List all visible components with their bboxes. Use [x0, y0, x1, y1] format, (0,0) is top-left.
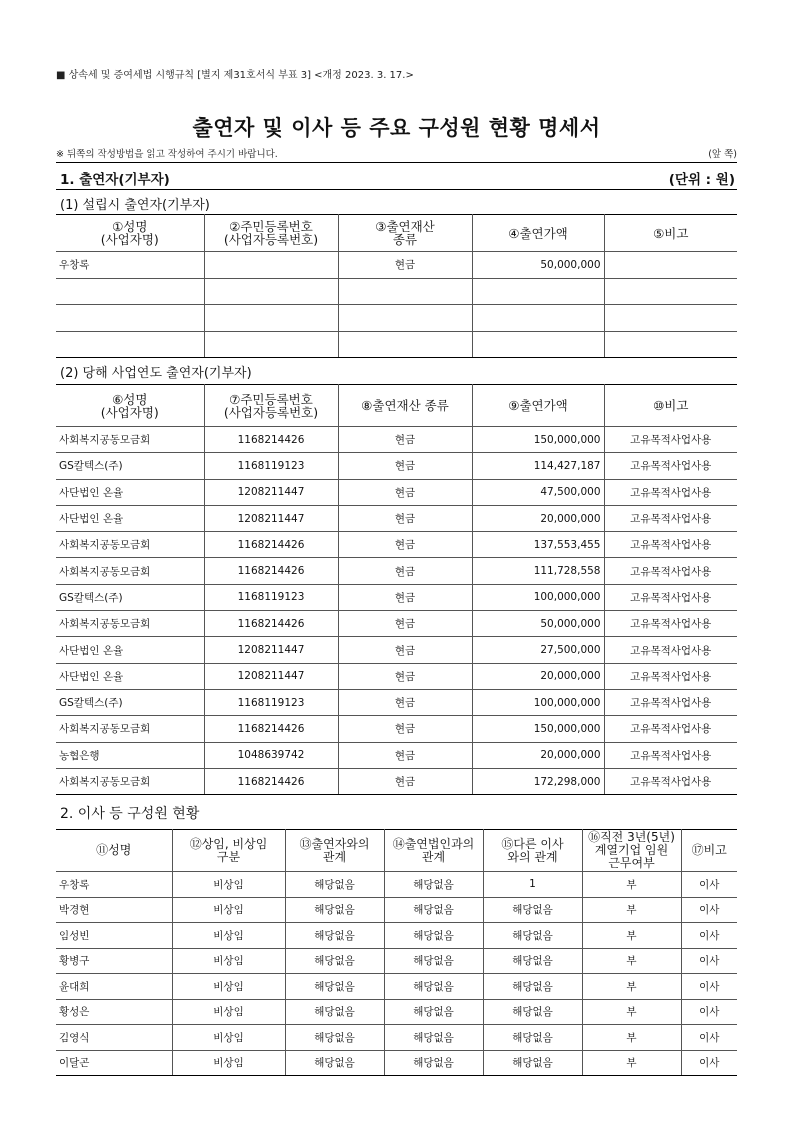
founding-contributors-table — [56, 214, 737, 358]
table-cell: 고유목적사업사용 — [604, 427, 737, 453]
table-cell: 사단법인 온율 — [56, 479, 204, 505]
table-cell: 고유목적사업사용 — [604, 716, 737, 742]
table-header-row — [56, 385, 737, 427]
table-cell: 해당없음 — [285, 897, 384, 923]
table-cell: 1208211447 — [204, 479, 338, 505]
page-side-label: (앞 쪽) — [708, 149, 737, 160]
table-cell — [472, 278, 604, 305]
table-row — [56, 974, 737, 1000]
table-cell — [472, 331, 604, 358]
table-cell: 비상임 — [172, 1050, 285, 1076]
table-cell: 111,728,558 — [472, 558, 604, 584]
table-cell: 이달곤 — [56, 1050, 172, 1076]
table-cell: 이사 — [681, 872, 737, 898]
table-cell: 현금 — [338, 663, 472, 689]
table-cell — [204, 252, 338, 279]
table-cell: 사단법인 온율 — [56, 663, 204, 689]
table-row — [56, 453, 737, 479]
table-cell: 해당없음 — [285, 948, 384, 974]
table-cell: 부 — [582, 999, 681, 1025]
table-cell: 100,000,000 — [472, 689, 604, 715]
table-row — [56, 611, 737, 637]
column-header: ⑪성명 — [56, 830, 172, 872]
column-header: ⑫상임, 비상임 구분 — [172, 830, 285, 872]
table-cell: 고유목적사업사용 — [604, 584, 737, 610]
table-cell: 고유목적사업사용 — [604, 742, 737, 768]
table-cell: 해당없음 — [483, 1050, 582, 1076]
table-cell — [338, 278, 472, 305]
table-cell — [204, 305, 338, 332]
table-cell: 고유목적사업사용 — [604, 558, 737, 584]
table-cell: 박경현 — [56, 897, 172, 923]
table-row — [56, 427, 737, 453]
table-cell: 100,000,000 — [472, 584, 604, 610]
table-row — [56, 689, 737, 715]
table-cell: 해당없음 — [483, 999, 582, 1025]
table-cell: 김영식 — [56, 1025, 172, 1051]
table-cell: 비상임 — [172, 1025, 285, 1051]
table-cell: 1168119123 — [204, 584, 338, 610]
table-cell: 현금 — [338, 453, 472, 479]
table-cell: 20,000,000 — [472, 505, 604, 531]
table-cell: 해당없음 — [483, 923, 582, 949]
column-header: ①성명 (사업자명) — [56, 215, 204, 252]
sub1-title: (1) 설립시 출연자(기부자) — [60, 198, 210, 213]
table-row — [56, 768, 737, 794]
table-cell: 비상임 — [172, 974, 285, 1000]
table-cell: 해당없음 — [384, 1050, 483, 1076]
sub2-title: (2) 당해 사업연도 출연자(기부자) — [60, 366, 252, 381]
table-cell: 50,000,000 — [472, 252, 604, 279]
table-cell: 현금 — [338, 716, 472, 742]
table-cell: 해당없음 — [285, 1050, 384, 1076]
table-cell: 114,427,187 — [472, 453, 604, 479]
table-row — [56, 331, 737, 358]
table-cell: 부 — [582, 974, 681, 1000]
table-cell: 20,000,000 — [472, 742, 604, 768]
table-cell: 150,000,000 — [472, 716, 604, 742]
table-cell: 고유목적사업사용 — [604, 479, 737, 505]
table-cell: 172,298,000 — [472, 768, 604, 794]
table-cell: 해당없음 — [384, 1025, 483, 1051]
table-cell: 황성은 — [56, 999, 172, 1025]
table-cell: 해당없음 — [285, 974, 384, 1000]
table-cell: 1168119123 — [204, 689, 338, 715]
document-title: 출연자 및 이사 등 주요 구성원 현황 명세서 — [192, 116, 601, 140]
table-cell: 현금 — [338, 558, 472, 584]
table-cell: 1168119123 — [204, 453, 338, 479]
table-cell: 이사 — [681, 1025, 737, 1051]
table-cell: 이사 — [681, 1050, 737, 1076]
table-cell: 해당없음 — [483, 1025, 582, 1051]
table-cell: 우창록 — [56, 872, 172, 898]
table-cell: 해당없음 — [384, 923, 483, 949]
table-cell: 고유목적사업사용 — [604, 637, 737, 663]
table-cell: 비상임 — [172, 897, 285, 923]
table-cell: 고유목적사업사용 — [604, 532, 737, 558]
table-row — [56, 1025, 737, 1051]
table-row — [56, 532, 737, 558]
table-cell: 해당없음 — [384, 897, 483, 923]
table-row — [56, 999, 737, 1025]
section1-title: 1. 출연자(기부자) — [60, 172, 170, 188]
table-cell: 비상임 — [172, 872, 285, 898]
table-cell: 부 — [582, 1050, 681, 1076]
table-cell: 현금 — [338, 252, 472, 279]
table-row — [56, 948, 737, 974]
table-cell: 1168214426 — [204, 427, 338, 453]
table-row — [56, 897, 737, 923]
table-cell: 사회복지공동모금회 — [56, 768, 204, 794]
table-cell — [604, 278, 737, 305]
table-row — [56, 558, 737, 584]
table-cell: 고유목적사업사용 — [604, 768, 737, 794]
table-cell: 47,500,000 — [472, 479, 604, 505]
board-members-table — [56, 829, 737, 1076]
column-header: ⑰비고 — [681, 830, 737, 872]
table-cell: 현금 — [338, 532, 472, 558]
table-cell: 고유목적사업사용 — [604, 663, 737, 689]
table-cell: 1208211447 — [204, 637, 338, 663]
column-header: ⑨출연가액 — [472, 385, 604, 427]
table-cell: 비상임 — [172, 948, 285, 974]
table-cell: GS칼텍스(주) — [56, 453, 204, 479]
table-cell: 사회복지공동모금회 — [56, 716, 204, 742]
table-header-row — [56, 215, 737, 252]
table-row — [56, 505, 737, 531]
table-cell: 부 — [582, 897, 681, 923]
column-header: ⑤비고 — [604, 215, 737, 252]
table-cell — [472, 305, 604, 332]
table-cell: 이사 — [681, 948, 737, 974]
table-cell: 1168214426 — [204, 532, 338, 558]
column-header: ⑩비고 — [604, 385, 737, 427]
table-cell: 현금 — [338, 637, 472, 663]
section2-title: 2. 이사 등 구성원 현황 — [60, 806, 200, 822]
table-row — [56, 637, 737, 663]
table-cell: 1168214426 — [204, 768, 338, 794]
table-cell: 해당없음 — [483, 948, 582, 974]
table-cell: 해당없음 — [285, 999, 384, 1025]
table-cell — [204, 278, 338, 305]
table-cell: 현금 — [338, 505, 472, 531]
table-cell: GS칼텍스(주) — [56, 584, 204, 610]
table-row — [56, 479, 737, 505]
table-cell: 50,000,000 — [472, 611, 604, 637]
table-cell — [56, 305, 204, 332]
table-cell: 20,000,000 — [472, 663, 604, 689]
table-row — [56, 872, 737, 898]
table-cell: 황병구 — [56, 948, 172, 974]
table-cell: 해당없음 — [285, 872, 384, 898]
table-cell — [56, 331, 204, 358]
column-header: ⑬출연자와의 관계 — [285, 830, 384, 872]
column-header: ③출연재산 종류 — [338, 215, 472, 252]
table-cell: 부 — [582, 872, 681, 898]
table-cell: 1208211447 — [204, 663, 338, 689]
table-cell — [204, 331, 338, 358]
table-cell: 1048639742 — [204, 742, 338, 768]
table-cell: 150,000,000 — [472, 427, 604, 453]
table-cell: 해당없음 — [285, 1025, 384, 1051]
table-row — [56, 278, 737, 305]
unit-label: (단위 : 원) — [668, 172, 735, 188]
column-header: ⑧출연재산 종류 — [338, 385, 472, 427]
column-header: ⑯직전 3년(5년) 계열기업 임원 근무여부 — [582, 830, 681, 872]
table-cell: 부 — [582, 948, 681, 974]
table-cell: 고유목적사업사용 — [604, 689, 737, 715]
table-cell: 사단법인 온율 — [56, 505, 204, 531]
table-cell: 사회복지공동모금회 — [56, 611, 204, 637]
instruction-note-row — [56, 146, 737, 160]
table-cell — [604, 305, 737, 332]
table-cell: 해당없음 — [285, 923, 384, 949]
table-cell: 사회복지공동모금회 — [56, 532, 204, 558]
table-cell: 이사 — [681, 897, 737, 923]
table-cell: 농협은행 — [56, 742, 204, 768]
table-cell: 사회복지공동모금회 — [56, 427, 204, 453]
column-header: ⑭출연법인과의 관계 — [384, 830, 483, 872]
table-cell — [604, 331, 737, 358]
table-cell: 비상임 — [172, 923, 285, 949]
table-row — [56, 305, 737, 332]
table-cell: 해당없음 — [483, 974, 582, 1000]
column-header: ⑦주민등록번호 (사업자등록번호) — [204, 385, 338, 427]
table-cell: 현금 — [338, 689, 472, 715]
table-row — [56, 252, 737, 279]
table-cell: 현금 — [338, 584, 472, 610]
table-cell: 1208211447 — [204, 505, 338, 531]
table-cell: 현금 — [338, 768, 472, 794]
table-cell: 1168214426 — [204, 558, 338, 584]
table-cell: 137,553,455 — [472, 532, 604, 558]
table-row — [56, 1050, 737, 1076]
table-cell: 이사 — [681, 923, 737, 949]
table-cell: GS칼텍스(주) — [56, 689, 204, 715]
table-cell: 1168214426 — [204, 716, 338, 742]
column-header: ⑥성명 (사업자명) — [56, 385, 204, 427]
table-cell: 사단법인 온율 — [56, 637, 204, 663]
table-row — [56, 584, 737, 610]
table-cell: 해당없음 — [384, 872, 483, 898]
table-cell: 고유목적사업사용 — [604, 453, 737, 479]
table-cell: 사회복지공동모금회 — [56, 558, 204, 584]
table-row — [56, 716, 737, 742]
instruction-note: ※ 뒤쪽의 작성방법을 읽고 작성하여 주시기 바랍니다. — [56, 149, 278, 160]
table-cell: 해당없음 — [483, 897, 582, 923]
table-cell: 현금 — [338, 479, 472, 505]
table-cell: 이사 — [681, 999, 737, 1025]
table-cell: 27,500,000 — [472, 637, 604, 663]
column-header: ④출연가액 — [472, 215, 604, 252]
column-header: ⑮다른 이사 와의 관계 — [483, 830, 582, 872]
table-row — [56, 663, 737, 689]
table-cell: 임성빈 — [56, 923, 172, 949]
table-cell: 우창록 — [56, 252, 204, 279]
table-cell — [604, 252, 737, 279]
table-cell: 고유목적사업사용 — [604, 611, 737, 637]
table-cell: 현금 — [338, 427, 472, 453]
table-header-row — [56, 830, 737, 872]
table-cell: 고유목적사업사용 — [604, 505, 737, 531]
table-cell: 부 — [582, 1025, 681, 1051]
column-header: ②주민등록번호 (사업자등록번호) — [204, 215, 338, 252]
form-reference: ■ 상속세 및 증여세법 시행규칙 [별지 제31호서식 부표 3] <개정 2023. 3. 17.> — [56, 70, 414, 81]
table-cell: 부 — [582, 923, 681, 949]
table-cell — [338, 331, 472, 358]
table-cell: 1168214426 — [204, 611, 338, 637]
table-cell — [338, 305, 472, 332]
table-row — [56, 923, 737, 949]
section1-bar — [56, 162, 737, 190]
table-cell: 해당없음 — [384, 948, 483, 974]
table-cell: 윤대희 — [56, 974, 172, 1000]
current-year-contributors-table — [56, 384, 737, 795]
table-cell — [56, 278, 204, 305]
table-cell: 해당없음 — [384, 974, 483, 1000]
table-cell: 1 — [483, 872, 582, 898]
table-cell: 해당없음 — [384, 999, 483, 1025]
table-cell: 비상임 — [172, 999, 285, 1025]
table-cell: 이사 — [681, 974, 737, 1000]
table-cell: 현금 — [338, 611, 472, 637]
table-cell: 현금 — [338, 742, 472, 768]
table-row — [56, 742, 737, 768]
